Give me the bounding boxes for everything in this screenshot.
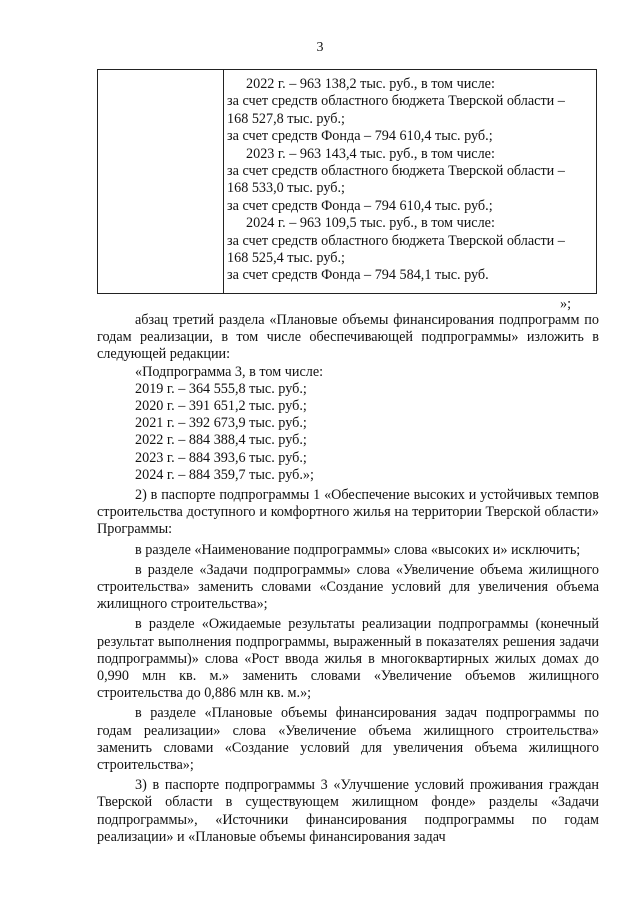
paragraph-item-3: 3) в паспорте подпрограммы 3 «Улучшение условий проживания граждан Тверской области в существующем жилищном фонде» разделы «Задачи подпрограммы», «Источники финансирования подпрограммы по годам реализации» и «Плановые объемы финансирования задач bbox=[97, 777, 599, 845]
year-line: 2019 г. – 364 555,8 тыс. руб.; bbox=[135, 380, 307, 397]
document-body bbox=[97, 312, 599, 846]
table-cell-line: за счет средств областного бюджета Тверской области – bbox=[227, 93, 565, 110]
paragraph-item-2: 2) в паспорте подпрограммы 1 «Обеспечение высоких и устойчивых темпов строительства доступного и комфортного жилья на территории Тверской области» Программы: bbox=[97, 487, 599, 538]
table-cell-line: 2022 г. – 963 138,2 тыс. руб., в том числе: bbox=[246, 76, 495, 92]
year-line: 2021 г. – 392 673,9 тыс. руб.; bbox=[135, 415, 307, 432]
table-cell-line: за счет средств Фонда – 794 584,1 тыс. руб. bbox=[227, 267, 489, 284]
year-line: 2023 г. – 884 393,6 тыс. руб.; bbox=[135, 449, 307, 466]
table-cell-line: 168 533,0 тыс. руб.; bbox=[227, 180, 345, 197]
paragraph-subprogram-3: «Подпрограмма 3, в том числе: bbox=[135, 363, 324, 380]
year-line: 2020 г. – 391 651,2 тыс. руб.; bbox=[135, 398, 307, 415]
year-line: 2024 г. – 884 359,7 тыс. руб.»; bbox=[135, 466, 314, 483]
paragraph-amendment-intro: абзац третий раздела «Плановые объемы финансирования подпрограмм по годам реализации, в том числе обеспечивающей подпрограммы» изложить в следующей редакции: bbox=[97, 312, 599, 363]
paragraph-tasks-section: в разделе «Задачи подпрограммы» слова «Увеличение объема жилищного строительства» заменить словами «Создание условий для увеличения объема жилищного строительства»; bbox=[97, 561, 599, 613]
paragraph-results-section: в разделе «Ожидаемые результаты реализации подпрограммы (конечный результат выполнения подпрограммы, выраженный в показателях решения задачи подпрограммы)» слова «Рост ввода жилья в многоквартирных жилых домах до 0,990 млн кв. м.» заменить словами «Увеличение объемов жилищного строительства до 0,886 млн кв. м.»; bbox=[97, 616, 599, 702]
table-cell-line: за счет средств областного бюджета Тверской области – bbox=[227, 163, 565, 180]
closing-quote: »; bbox=[560, 296, 572, 312]
page-number: 3 bbox=[316, 40, 324, 55]
table-cell-line: за счет средств Фонда – 794 610,4 тыс. руб.; bbox=[227, 128, 493, 145]
table-cell-line: 168 525,4 тыс. руб.; bbox=[227, 250, 345, 267]
table-cell-line: за счет средств Фонда – 794 610,4 тыс. руб.; bbox=[227, 197, 493, 214]
table-column-divider bbox=[223, 70, 224, 293]
funding-table bbox=[97, 69, 597, 294]
table-cell-line: за счет средств областного бюджета Тверской области – bbox=[227, 232, 565, 249]
table-cell-line: 2024 г. – 963 109,5 тыс. руб., в том числе: bbox=[246, 215, 495, 232]
table-cell-line: 168 527,8 тыс. руб.; bbox=[227, 110, 345, 127]
paragraph-funding-section: в разделе «Плановые объемы финансирования задач подпрограммы по годам реализации» слова «Увеличение объема жилищного строительства» заменить словами «Создание условий для увеличения объема жилищного строительства»; bbox=[97, 705, 599, 774]
paragraph-name-section: в разделе «Наименование подпрограммы» слова «высоких и» исключить; bbox=[135, 541, 581, 558]
table-cell-line: 2023 г. – 963 143,4 тыс. руб., в том числе: bbox=[246, 145, 495, 162]
year-line: 2022 г. – 884 388,4 тыс. руб.; bbox=[135, 432, 307, 449]
table-cell-text bbox=[227, 76, 595, 285]
